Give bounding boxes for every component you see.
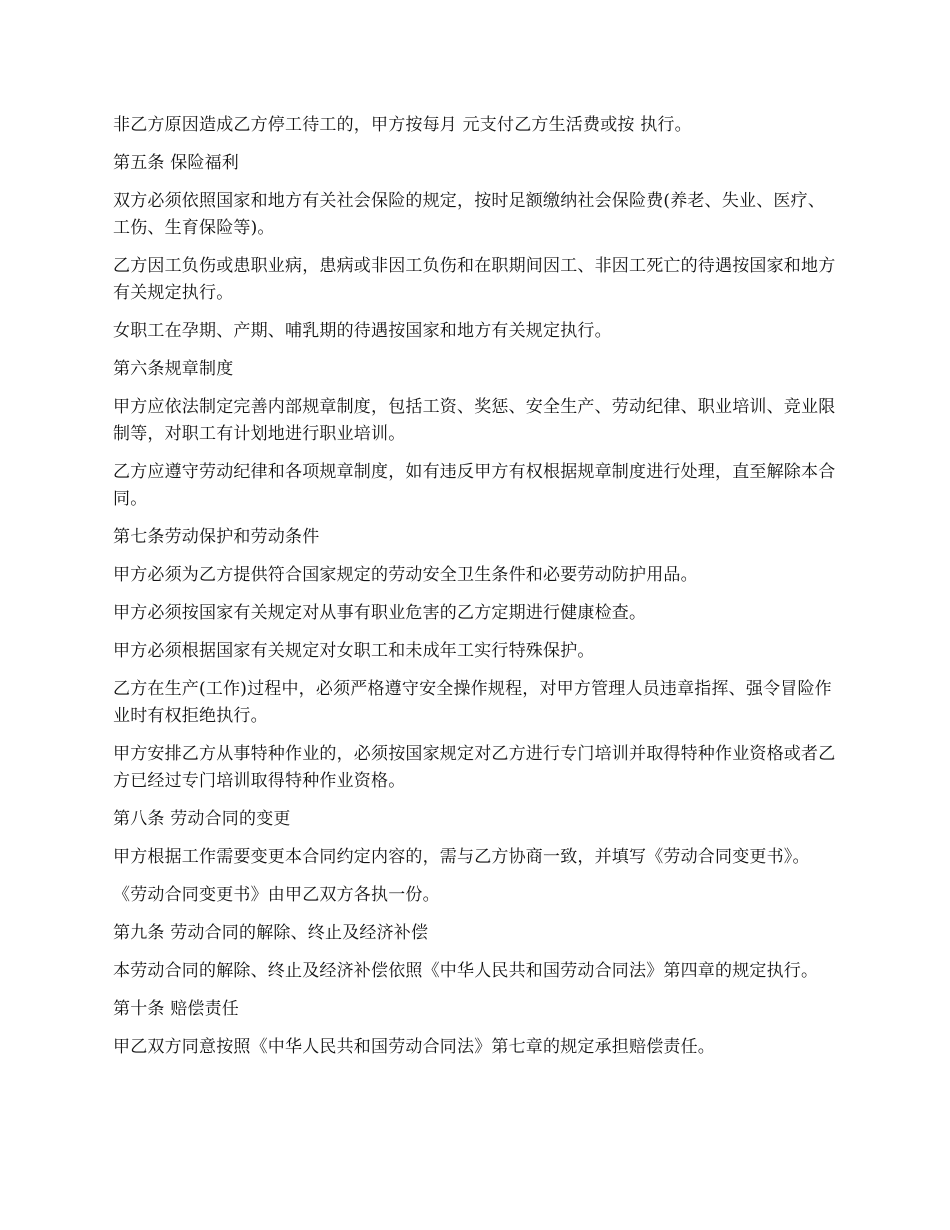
paragraph-special-operations: 甲方安排乙方从事特种作业的，必须按国家规定对乙方进行专门培训并取得特种作业资格或者乙方已经过专门培训取得特种作业资格。 [113,744,836,791]
heading-article-10-liability: 第十条 赔偿责任 [113,999,240,1019]
paragraph-contract-change: 甲方根据工作需要变更本合同约定内容的，需与乙方协商一致，并填写《劳动合同变更书》。 [113,847,810,867]
paragraph-termination-compensation: 本劳动合同的解除、终止及经济补偿依照《中华人民共和国劳动合同法》第四章的规定执行。 [113,961,819,981]
paragraph-internal-rules: 甲方应依法制定完善内部规章制度，包括工资、奖惩、安全生产、劳动纪律、职业培训、竞业限制等，对职工有计划地进行职业培训。 [113,397,836,444]
paragraph-female-staff-benefits: 女职工在孕期、产期、哺乳期的待遇按国家和地方有关规定执行。 [113,321,612,341]
paragraph-special-protection: 甲方必须根据国家有关规定对女职工和未成年工实行特殊保护。 [113,641,595,661]
heading-article-8-change: 第八条 劳动合同的变更 [113,809,291,829]
heading-article-6-rules: 第六条规章制度 [113,359,234,379]
paragraph-change-copies: 《劳动合同变更书》由甲乙双方各执一份。 [113,885,440,905]
paragraph-idle-allowance: 非乙方原因造成乙方停工待工的，甲方按每月 元支付乙方生活费或按 执行。 [113,115,692,135]
paragraph-social-insurance: 双方必须依照国家和地方有关社会保险的规定，按时足额缴纳社会保险费(养老、失业、医疗、工伤、生育保险等)。 [113,191,826,238]
paragraph-safe-operation: 乙方在生产(工作)过程中，必须严格遵守安全操作规程，对甲方管理人员违章指挥、强令冒险作业时有权拒绝执行。 [113,679,832,726]
heading-article-9-termination: 第九条 劳动合同的解除、终止及经济补偿 [113,923,429,943]
heading-article-5-insurance: 第五条 保险福利 [113,153,240,173]
heading-article-7-protection: 第七条劳动保护和劳动条件 [113,527,320,547]
paragraph-safety-equipment: 甲方必须为乙方提供符合国家规定的劳动安全卫生条件和必要劳动防护用品。 [113,565,698,585]
paragraph-discipline: 乙方应遵守劳动纪律和各项规章制度，如有违反甲方有权根据规章制度进行处理，直至解除本合同。 [113,462,836,509]
paragraph-liability: 甲乙双方同意按照《中华人民共和国劳动合同法》第七章的规定承担赔偿责任。 [113,1037,715,1057]
paragraph-health-check: 甲方必须按国家有关规定对从事有职业危害的乙方定期进行健康检查。 [113,603,647,623]
paragraph-work-injury: 乙方因工负伤或患职业病，患病或非因工负伤和在职期间因工、非因工死亡的待遇按国家和地方有关规定执行。 [113,256,836,303]
